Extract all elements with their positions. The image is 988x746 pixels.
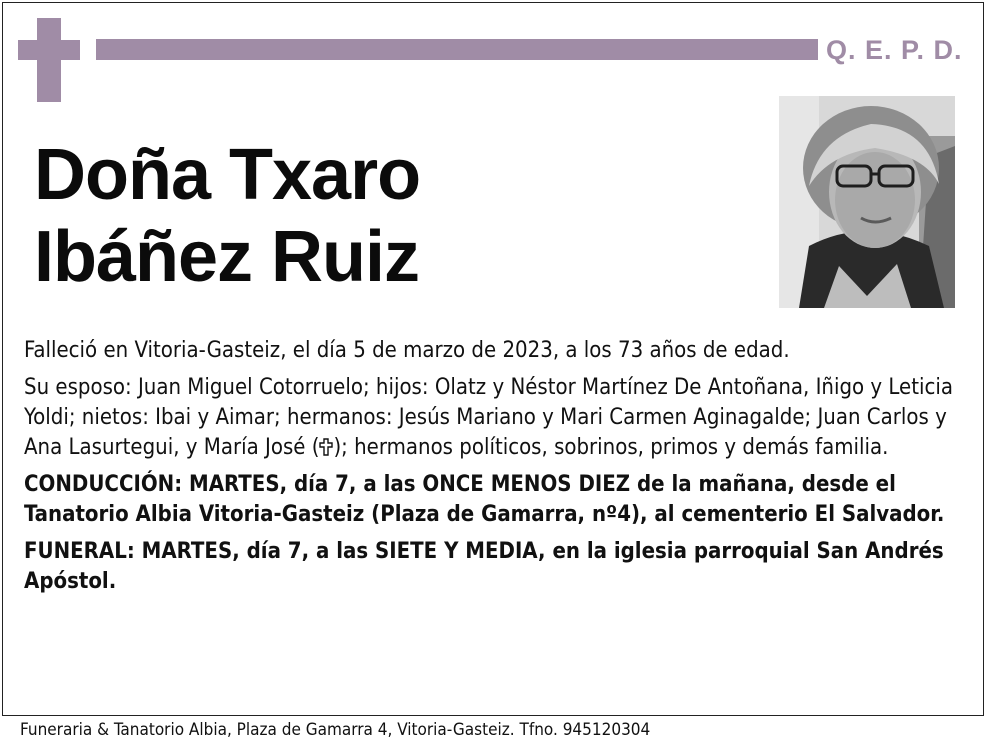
death-line: Falleció en Vitoria-Gasteiz, el día 5 de marzo de 2023, a los 73 años de edad. bbox=[24, 338, 790, 363]
conduccion-paragraph: CONDUCCIÓN: MARTES, día 7, a las ONCE MENOS DIEZ de la mañana, desde el Tanatorio Albia Vitoria-Gasteiz (Plaza de Gamarra, nº4), al cementerio El Salvador. bbox=[24, 472, 945, 527]
notice-body bbox=[24, 336, 964, 604]
deceased-portrait-photo bbox=[779, 96, 955, 308]
family-text-end: ); hermanos políticos, sobrinos, primos y demás familia. bbox=[333, 435, 889, 460]
funeral-paragraph: FUNERAL: MARTES, día 7, a las SIETE Y MEDIA, en la iglesia parroquial San Andrés Apóstol. bbox=[24, 539, 944, 594]
deceased-name-line1: Doña Txaro bbox=[34, 135, 421, 215]
family-text-start: Su esposo: Juan Miguel Cotorruelo; hijos: Olatz y Néstor Martínez De Antoñana, Iñigo y Leticia Yoldi; nietos: Ibai y Aimar; hermanos: Jesús Mariano y Mari Carmen Aginagalde; Juan Carlos y Ana Lasurtegui, y María José ( bbox=[24, 375, 954, 460]
latin-cross-icon-arm bbox=[18, 40, 80, 60]
outlined-cross-icon bbox=[319, 435, 333, 451]
header-divider-bar bbox=[96, 39, 818, 60]
deceased-name bbox=[34, 134, 420, 298]
deceased-name-line2: Ibáñez Ruiz bbox=[34, 217, 420, 297]
family-paragraph bbox=[24, 373, 964, 463]
qepd-label: Q. E. P. D. bbox=[826, 35, 963, 65]
latin-cross-icon bbox=[37, 18, 61, 102]
funeral-home-footer: Funeraria & Tanatorio Albia, Plaza de Gamarra 4, Vitoria-Gasteiz. Tfno. 945120304 bbox=[20, 720, 651, 740]
